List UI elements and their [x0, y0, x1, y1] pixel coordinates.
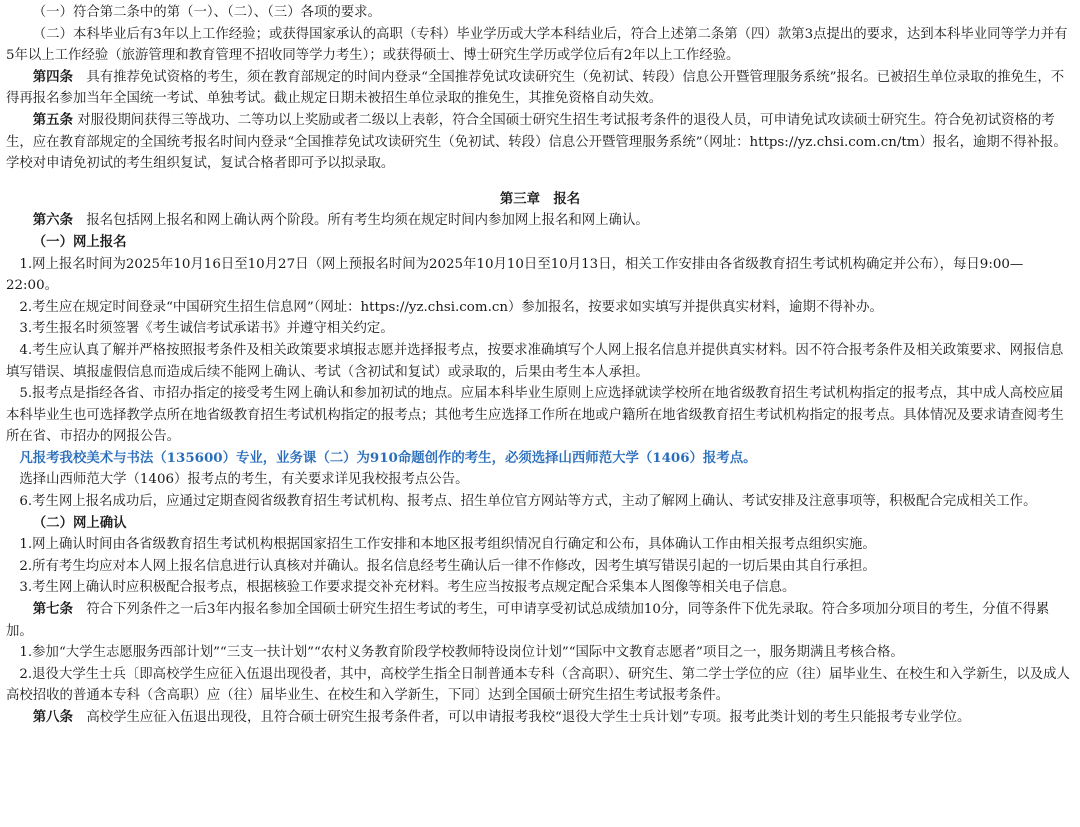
online-confirmation-item: 2.所有考生均应对本人网上报名信息进行认真核对并确认。报名信息经考生确认后一律不作修改，因考生填写错误引起的一切后果由其自行承担。: [19, 558, 876, 574]
article-7: [6, 599, 1074, 642]
online-registration-item: 3.考生报名时须签署《考生诚信考试承诺书》并遵守相关约定。: [19, 321, 394, 337]
article-5: [6, 110, 1074, 175]
article-4-label: 第四条: [32, 69, 73, 85]
article-5-text: 对服役期间获得三等战功、二等功以上奖励或者二级以上表彰，符合全国硕士研究生招生考试报考条件的退役人员，可申请免试攻读硕士研究生。符合免初试资格的考生，应在教育部规定的全国统考报名时间内登录“全国推荐免试攻读研究生（免初试、转段）信息公开暨管理服务系统”（网址：https://yz.chsi.com.cn/tm）报名，逾期不得补报。学校对申请免初试的考生组织复试，复试合格者即可予以拟录取。: [6, 112, 1067, 172]
article-8-label: 第八条: [32, 710, 73, 725]
online-registration-item: 2.考生应在规定时间登录“中国研究生招生信息网”（网址：https://yz.chsi.com.cn）参加报名，按要求如实填写并提供真实材料，逾期不得补办。: [19, 299, 883, 315]
article-7-item: 2.退役大学生士兵〔即高校学生应征入伍退出现役者，其中，高校学生指全日制普通本专科（含高职）、研究生、第二学士学位的应（往）届毕业生、在校生和入学新生，以及成人高校招收的普通本专科（含高职）应（往）届毕业生、在校生和入学新生，下同〕达到全国硕士研究生招生考试报考条件。: [6, 666, 1070, 704]
section-online-confirmation-title: （二）网上确认: [32, 515, 127, 531]
section-online-registration-title: （一）网上报名: [32, 234, 127, 250]
online-confirmation-item: 1.网上确认时间由各省级教育招生考试机构根据国家招生工作安排和本地区报考组织情况自行确定和公布，具体确认工作由相关报考点组织实施。: [19, 537, 876, 553]
article-8-text: 高校学生应征入伍退出现役，且符合硕士研究生报考条件者，可以申请报考我校“退役大学生士兵计划”专项。报考此类计划的考生只能报考专业学位。: [72, 710, 971, 725]
online-registration-item: 4.考生应认真了解并严格按照报考条件及相关政策要求填报志愿并选择报考点，按要求准确填写个人网上报名信息并提供真实材料。因不符合报考条件及相关政策要求、网报信息填写错误、填报虚假信息而造成后续不能网上确认、考试（含初试和复试）或录取的，后果由考生本人承担。: [6, 342, 1064, 380]
exam-site-note: 选择山西师范大学（1406）报考点的考生，有关要求详见我校报考点公告。: [19, 472, 469, 488]
article-7-text: 符合下列条件之一后3年内报名参加全国硕士研究生招生考试的考生，可申请享受初试总成绩加10分，同等条件下优先录取。符合多项加分项目的考生，分值不得累加。: [6, 602, 1050, 639]
highlighted-notice: 凡报考我校美术与书法（135600）专业，业务课（二）为910命题创作的考生，必须选择山西师范大学（1406）报考点。: [19, 449, 757, 466]
article-5-label: 第五条: [32, 112, 73, 128]
online-registration-item: 6.考生网上报名成功后，应通过定期查阅省级教育招生考试机构、报考点、招生单位官方网站等方式，主动了解网上确认、考试安排及注意事项等，积极配合完成相关工作。: [19, 494, 1037, 510]
article-6-text: 报名包括网上报名和网上确认两个阶段。所有考生均须在规定时间内参加网上报名和网上确认。: [72, 213, 649, 229]
paragraph-condition-2: （二）本科毕业后有3年以上工作经验；或获得国家承认的高职（专科）毕业学历或大学本科结业后，符合上述第二条第（四）款第3点提出的要求，达到本科毕业同等学力并有5年以上工作经验（旅游管理和教育管理不招收同等学力考生）；或获得硕士、博士研究生学历或学位后有2年以上工作经验。: [6, 26, 1068, 64]
online-registration-item: 1.网上报名时间为2025年10月16日至10月27日（网上预报名时间为2025年10月10日至10月13日，相关工作安排由各省级教育招生考试机构确定并公布），每日9:00—22:00。: [6, 256, 1024, 294]
chapter-3-title: 第三章 报名: [499, 191, 581, 207]
article-6: [6, 210, 1074, 232]
paragraph-condition-1: （一）符合第二条中的第（一）、（二）、（三）各项的要求。: [32, 5, 381, 20]
online-registration-item: 5.报考点是指经各省、市招办指定的接受考生网上确认和参加初试的地点。应届本科毕业生原则上应选择就读学校所在地省级教育招生考试机构指定的报考点，其中成人高校应届本科毕业生也可选择教学点所在地省级教育招生考试机构指定的报考点；其他考生应选择工作所在地或户籍所在地省级教育招生考试机构指定的报考点。具体情况及要求请查阅考生所在省、市招办的网报公告。: [6, 386, 1064, 445]
article-4: [6, 67, 1074, 110]
article-7-item: 1.参加“大学生志愿服务西部计划”“三支一扶计划”“农村义务教育阶段学校教师特设岗位计划”“国际中文教育志愿者”项目之一，服务期满且考核合格。: [19, 645, 904, 661]
article-8: [6, 707, 1074, 729]
article-4-text: 具有推荐免试资格的考生，须在教育部规定的时间内登录“全国推荐免试攻读研究生（免初试、转段）信息公开暨管理服务系统”报名。已被招生单位录取的推免生，不得再报名参加当年全国统一考试、单独考试。截止规定日期未被招生单位录取的推免生，其推免资格自动失效。: [6, 69, 1065, 107]
article-6-label: 第六条: [32, 213, 73, 229]
article-7-label: 第七条: [32, 602, 73, 618]
online-confirmation-item: 3.考生网上确认时应积极配合报考点，根据核验工作要求提交补充材料。考生应当按报考点规定配合采集本人图像等相关电子信息。: [19, 580, 796, 596]
